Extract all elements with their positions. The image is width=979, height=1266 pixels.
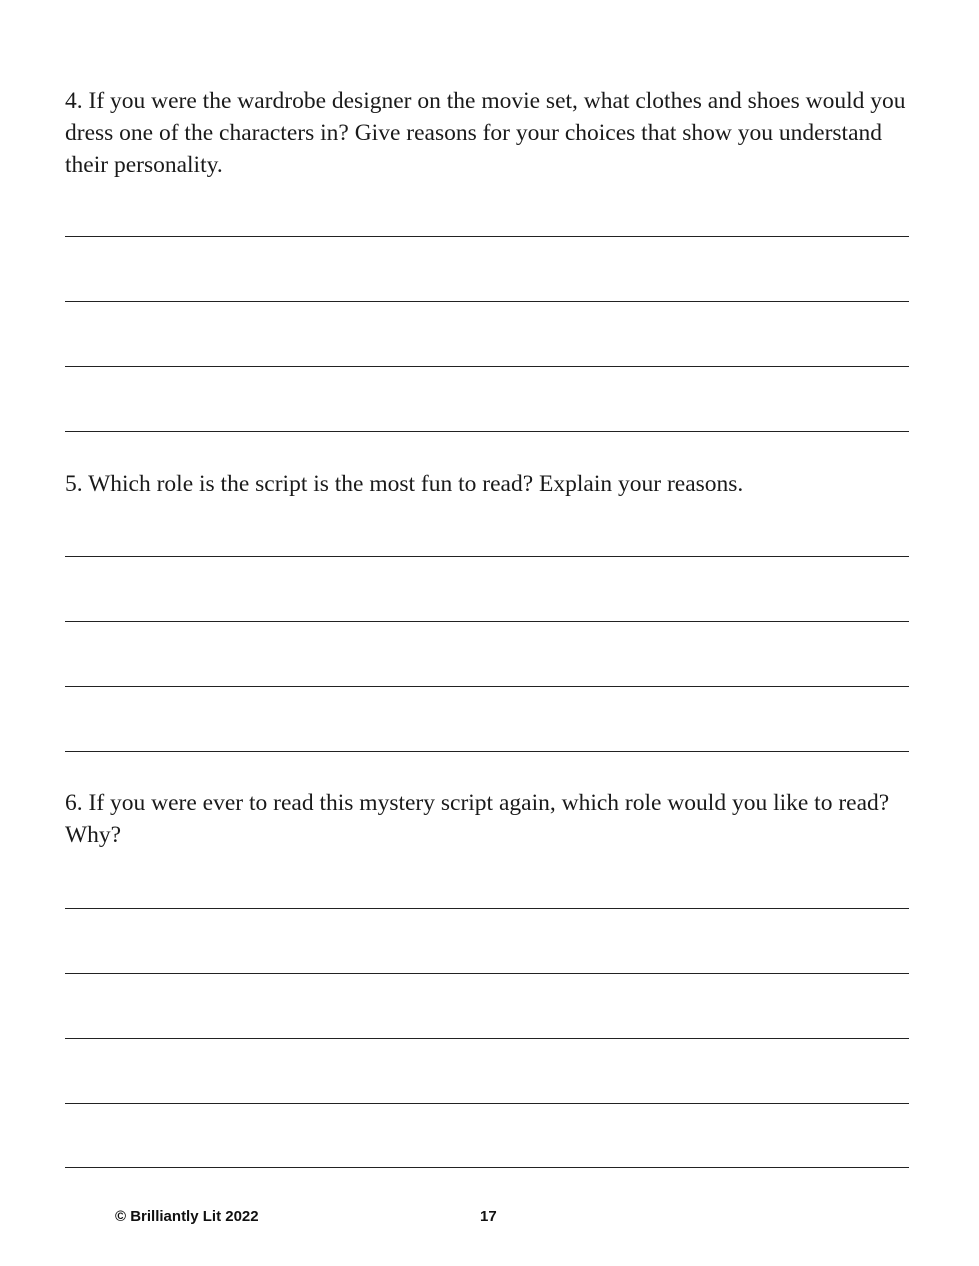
page-number: 17 bbox=[480, 1208, 497, 1225]
question-4-answer-line[interactable] bbox=[65, 236, 909, 237]
question-6-text: 6. If you were ever to read this mystery script again, which role would you like to read? Why? bbox=[65, 790, 890, 848]
question-6-answer-line[interactable] bbox=[65, 973, 909, 974]
question-4-answer-line[interactable] bbox=[65, 431, 909, 432]
question-5-answer-line[interactable] bbox=[65, 686, 909, 687]
question-6-answer-line[interactable] bbox=[65, 1167, 909, 1168]
question-6-answer-line[interactable] bbox=[65, 908, 909, 909]
question-4-answer-line[interactable] bbox=[65, 366, 909, 367]
question-4-text: 4. If you were the wardrobe designer on the movie set, what clothes and shoes would you dress one of the characters in? Give reasons for your choices that show you understand their personality. bbox=[65, 88, 906, 178]
footer-copyright: © Brilliantly Lit 2022 bbox=[115, 1208, 259, 1225]
question-5-answer-line[interactable] bbox=[65, 751, 909, 752]
question-5-text: 5. Which role is the script is the most fun to read? Explain your reasons. bbox=[65, 471, 744, 497]
question-4-answer-line[interactable] bbox=[65, 301, 909, 302]
question-6-answer-line[interactable] bbox=[65, 1103, 909, 1104]
question-6-answer-line[interactable] bbox=[65, 1038, 909, 1039]
question-5-answer-line[interactable] bbox=[65, 621, 909, 622]
question-5-answer-line[interactable] bbox=[65, 556, 909, 557]
